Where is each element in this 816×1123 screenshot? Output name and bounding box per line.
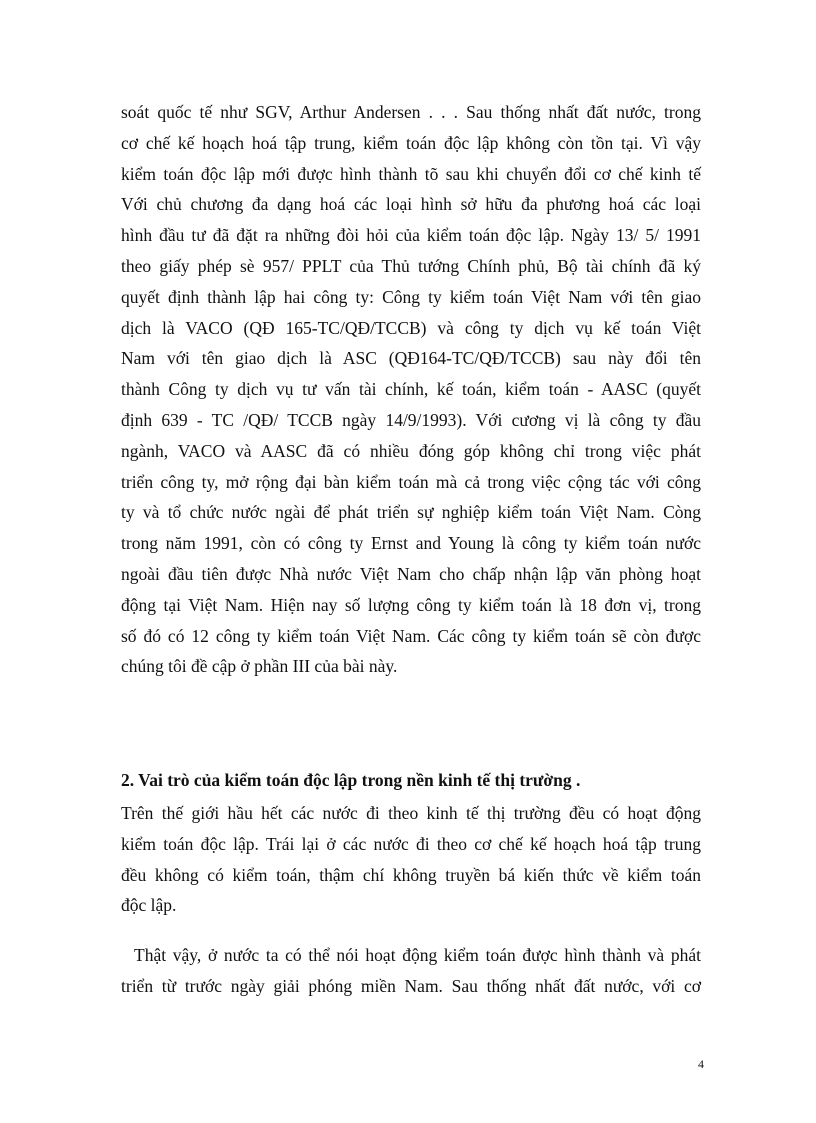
text-line: cơ chế kế hoạch hoá tập trung, kiểm toán độc lập không còn tồn tại. Vì vậy: [121, 132, 701, 153]
text-line: động tại Việt Nam. Hiện nay số lượng công ty kiểm toán là 18 đơn vị, trong: [121, 594, 701, 615]
text-line: soát quốc tế như SGV, Arthur Andersen . . . Sau thống nhất đất nước, trong: [121, 102, 701, 122]
text-line: theo giấy phép sè 957/ PPLT của Thủ tướng Chính phủ, Bộ tài chính đã ký: [121, 255, 701, 276]
text-line: chúng tôi đề cập ở phần III của bài này.: [121, 656, 398, 677]
text-line: ngoài đầu tiên được Nhà nước Việt Nam cho chấp nhận lập văn phòng hoạt: [121, 563, 701, 584]
text-line: định 639 - TC /QĐ/ TCCB ngày 14/9/1993). Với cương vị là công ty đầu: [121, 409, 701, 430]
text-line: dịch là VACO (QĐ 165-TC/QĐ/TCCB) và công ty dịch vụ kế toán Việt: [121, 317, 701, 338]
text-line: kiểm toán độc lập. Trái lại ở các nước đi theo cơ chế kế hoạch hoá tập trung: [121, 833, 701, 854]
text-line: độc lập.: [121, 895, 177, 916]
page-number: 4: [698, 1057, 704, 1071]
text-line: thành Công ty dịch vụ tư vấn tài chính, kế toán, kiểm toán - AASC (quyết: [121, 379, 701, 400]
paragraph-2: [121, 798, 701, 921]
text-line: quyết định thành lập hai công ty: Công ty kiểm toán Việt Nam với tên giao: [121, 286, 701, 307]
paragraph-3: [121, 940, 701, 1002]
text-line: Nam với tên giao dịch là ASC (QĐ164-TC/QĐ/TCCB) sau này đổi tên: [121, 348, 701, 369]
text-line: trong năm 1991, còn có công ty Ernst and Young là công ty kiểm toán nước: [121, 533, 701, 554]
text-line: Trên thế giới hầu hết các nước đi theo kinh tế thị trường đều có hoạt động: [121, 803, 701, 823]
text-line: số đó có 12 công ty kiểm toán Việt Nam. Các công ty kiểm toán sẽ còn được: [121, 625, 701, 646]
text-line: Với chủ chương đa dạng hoá các loại hình sở hữu đa phương hoá các loại: [121, 194, 701, 215]
section-heading: 2. Vai trò của kiểm toán độc lập trong nền kinh tế thị trường .: [121, 770, 581, 790]
text-line: ngành, VACO và AASC đã có nhiều đóng góp không chỉ trong việc phát: [121, 440, 701, 461]
text-line: triển công ty, mở rộng đại bàn kiểm toán mà cả trong việc cộng tác với công: [121, 471, 701, 492]
paragraph-1: [121, 97, 701, 682]
text-line: hình đầu tư đã đặt ra những đòi hỏi của kiểm toán độc lập. Ngày 13/ 5/ 1991: [121, 225, 701, 246]
text-line: kiểm toán độc lập mới được hình thành tõ sau khi chuyển đổi cơ chế kinh tế: [121, 163, 701, 184]
text-line: Thật vậy, ở nước ta có thể nói hoạt động kiểm toán được hình thành và phát: [121, 945, 701, 965]
text-line: ty và tổ chức nước ngài để phát triển sự nghiệp kiểm toán Việt Nam. Còng: [121, 502, 701, 523]
text-line: đều không có kiểm toán, thậm chí không truyền bá kiến thức về kiểm toán: [121, 864, 701, 885]
text-line: triển từ trước ngày giải phóng miền Nam. Sau thống nhất đất nước, với cơ: [121, 975, 701, 996]
